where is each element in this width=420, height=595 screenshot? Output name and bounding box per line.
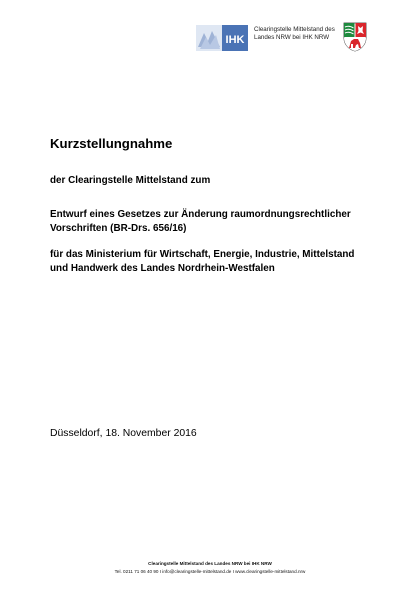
footer-contact: Tel. 0211 71 06 40 90 I info@clearingstelle-mittelstand.de I www.clearingstelle-mittelstand.nrw bbox=[114, 569, 306, 574]
draft-law-title-line-2: Vorschriften (BR-Drs. 656/16) bbox=[50, 222, 187, 234]
recipient-ministry-line-2: und Handwerk des Landes Nordrhein-Westfalen bbox=[50, 262, 275, 274]
footer-organisation: Clearingstelle Mittelstand des Landes NRW bei IHK NRW bbox=[148, 561, 272, 566]
ihk-logo bbox=[196, 25, 248, 51]
organisation-name bbox=[254, 26, 335, 42]
ihk-logo-text: IHK bbox=[225, 34, 245, 46]
draft-law-title-line-1: Entwurf eines Gesetzes zur Änderung raumordnungsrechtlicher bbox=[50, 209, 351, 220]
header-logos bbox=[196, 22, 406, 56]
page-footer bbox=[0, 560, 420, 576]
organisation-name-line-2: Landes NRW bei IHK NRW bbox=[254, 34, 330, 41]
organisation-name-line-1: Clearingstelle Mittelstand des bbox=[254, 26, 335, 33]
document-subtitle: der Clearingstelle Mittelstand zum bbox=[50, 175, 211, 186]
draft-law-title bbox=[50, 208, 351, 235]
recipient-ministry bbox=[50, 248, 354, 275]
recipient-ministry-line-1: für das Ministerium für Wirtschaft, Energie, Industrie, Mittelstand bbox=[50, 249, 355, 260]
nrw-crest-icon bbox=[343, 22, 367, 52]
place-and-date: Düsseldorf, 18. November 2016 bbox=[50, 428, 197, 439]
document-title: Kurzstellungnahme bbox=[50, 136, 173, 151]
